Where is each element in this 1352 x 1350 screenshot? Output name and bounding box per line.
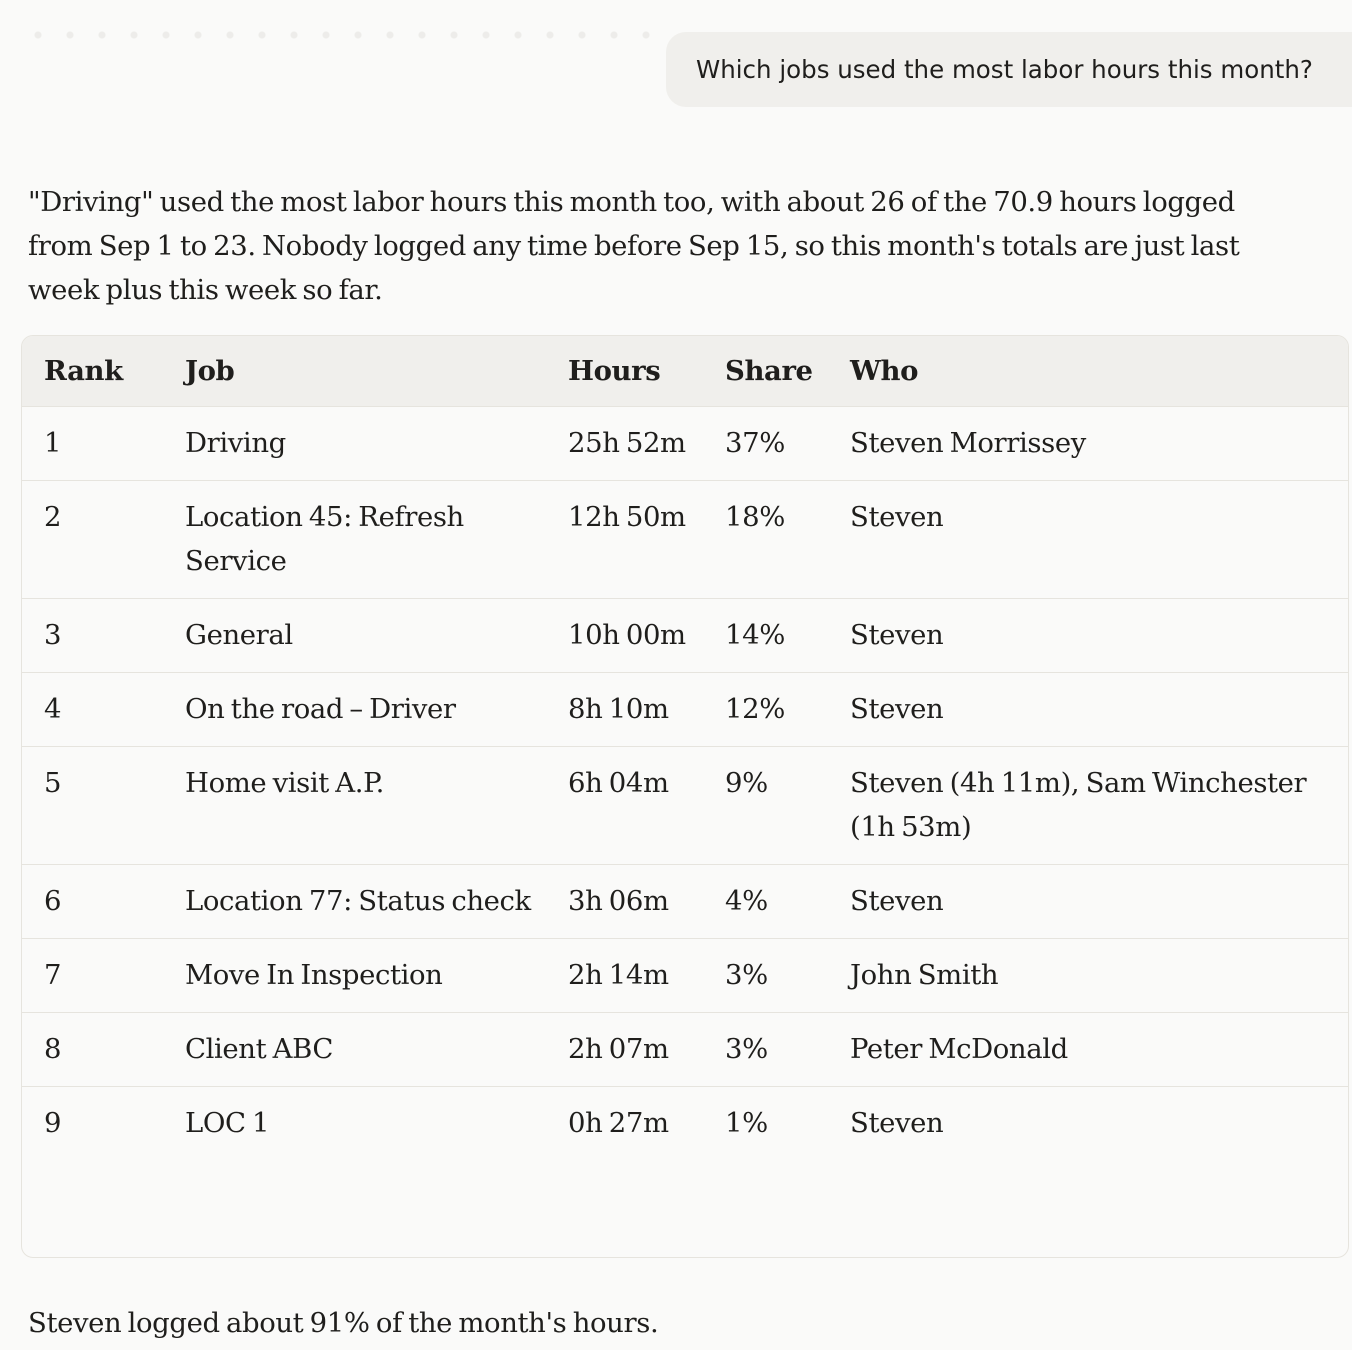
who-cell: Steven [828,480,1348,598]
user-message-text: Which jobs used the most labor hours this month? [696,55,1313,84]
job-cell: Location 77: Status check [163,864,546,938]
column-header-share: Share [703,336,828,406]
rank-cell: 8 [22,1012,163,1086]
who-cell: Steven (4h 11m), Sam Winchester (1h 53m) [828,746,1348,864]
hours-cell: 2h 14m [546,938,703,1012]
labor-hours-table [22,336,1348,1160]
share-cell: 4% [703,864,828,938]
table-row [22,746,1348,864]
table-row [22,1086,1348,1160]
hours-cell: 25h 52m [546,406,703,480]
share-cell: 18% [703,480,828,598]
job-cell: Client ABC [163,1012,546,1086]
user-message-bubble [666,32,1352,107]
share-cell: 1% [725,1106,768,1139]
job-cell: On the road – Driver [163,672,546,746]
table-row [22,938,1348,1012]
column-header-hours: Hours [546,336,703,406]
hours-cell: 10h 00m [546,598,703,672]
who-cell: Steven [828,672,1348,746]
faded-previous-content [22,26,662,44]
share-cell: 9% [703,746,828,864]
rank-cell: 2 [22,480,163,598]
table-body [22,406,1348,1160]
column-header-who: Who [828,336,1348,406]
who-cell: Steven [828,598,1348,672]
hours-cell: 12h 50m [546,480,703,598]
hours-cell: 3h 06m [546,864,703,938]
who-cell: John Smith [828,938,1348,1012]
who-cell: Steven [850,1106,944,1139]
response-intro-paragraph: "Driving" used the most labor hours this month too, with about 26 of the 70.9 hours logged from Sep 1 to 23. Nobody logged any time before Sep 15, so this month's totals are just last week plus this week so far. [28,186,1240,306]
hours-cell: 0h 27m [568,1106,669,1139]
job-cell: General [163,598,546,672]
rank-cell: 9 [44,1106,62,1139]
rank-cell: 3 [22,598,163,672]
job-cell: LOC 1 [185,1106,270,1139]
table-header [22,336,1348,406]
rank-cell: 6 [22,864,163,938]
job-cell: Move In Inspection [163,938,546,1012]
column-header-job: Job [163,336,546,406]
hours-cell: 8h 10m [546,672,703,746]
share-cell: 3% [703,938,828,1012]
table-row [22,406,1348,480]
share-cell: 14% [703,598,828,672]
labor-hours-table-container [21,335,1349,1258]
table-row [22,598,1348,672]
rank-cell: 5 [22,746,163,864]
table-row [22,1012,1348,1086]
rank-cell: 4 [22,672,163,746]
table-row [22,864,1348,938]
who-cell: Peter McDonald [828,1012,1348,1086]
rank-cell: 1 [22,406,163,480]
rank-cell: 7 [22,938,163,1012]
job-cell: Driving [163,406,546,480]
hours-cell: 6h 04m [546,746,703,864]
share-cell: 12% [703,672,828,746]
column-header-rank: Rank [22,336,163,406]
share-cell: 3% [703,1012,828,1086]
hours-cell: 2h 07m [546,1012,703,1086]
who-cell: Steven [828,864,1348,938]
who-cell: Steven Morrissey [828,406,1348,480]
share-cell: 37% [703,406,828,480]
table-header-row [22,336,1348,406]
response-closing-paragraph: Steven logged about 91% of the month's hours. [28,1307,659,1339]
table-row [22,672,1348,746]
job-cell: Location 45: Refresh Service [163,480,546,598]
table-row [22,480,1348,598]
job-cell: Home visit A.P. [163,746,546,864]
